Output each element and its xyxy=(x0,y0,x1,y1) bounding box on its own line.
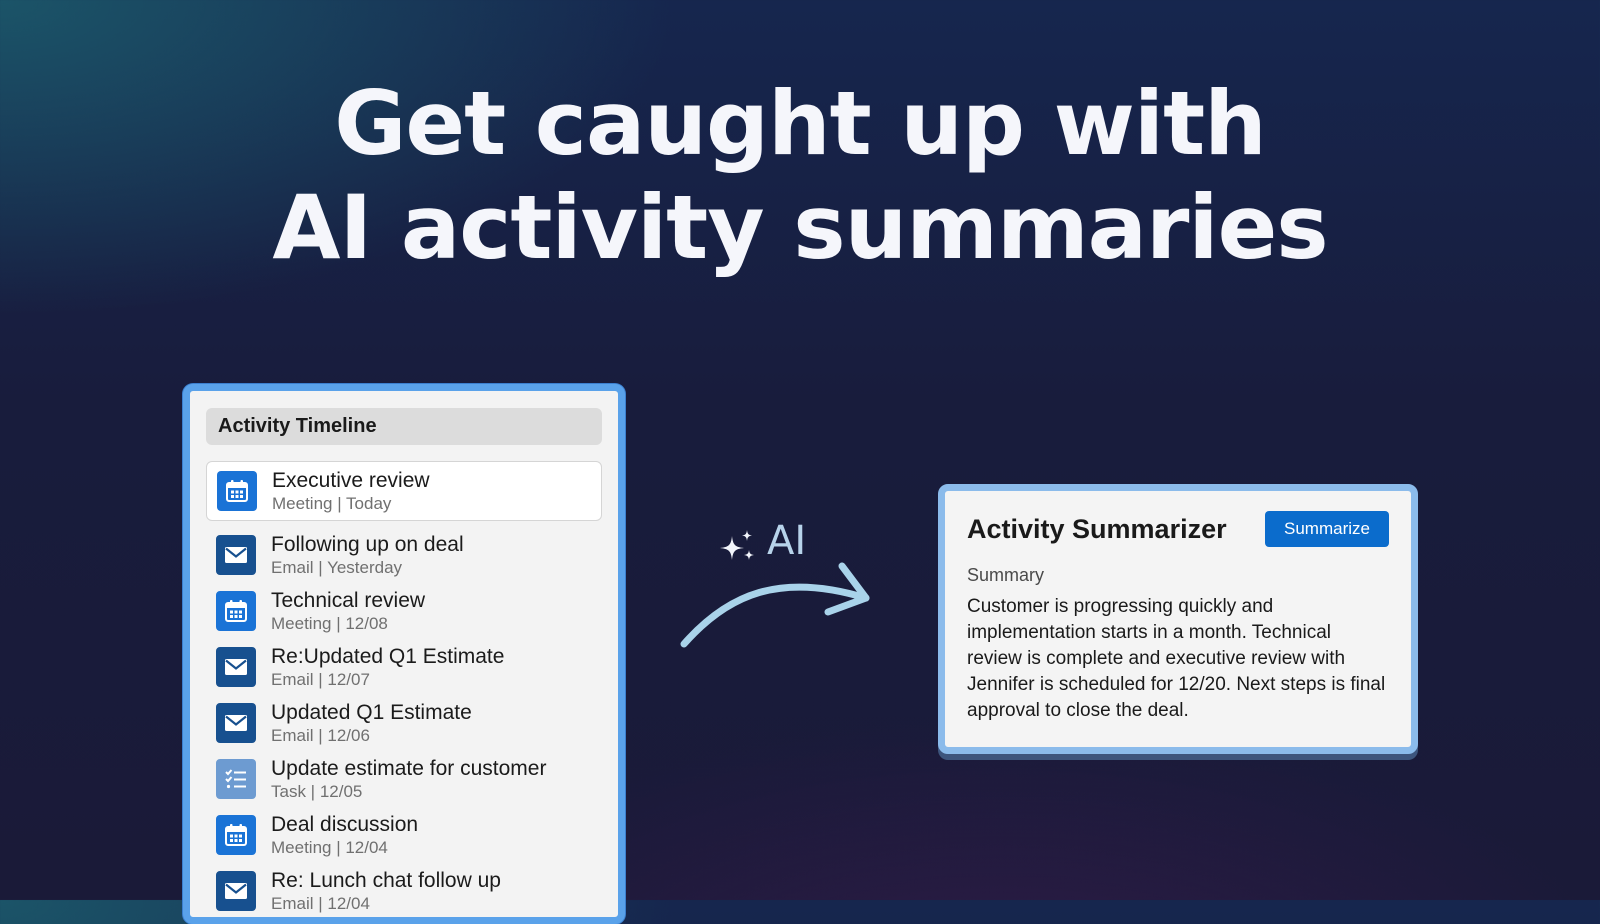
headline xyxy=(0,72,1600,280)
email-icon xyxy=(216,703,256,743)
timeline-list xyxy=(206,461,602,919)
activity-summarizer-card xyxy=(938,484,1418,754)
timeline-item-subtitle: Meeting | Today xyxy=(272,493,392,513)
timeline-header xyxy=(206,408,602,445)
summarizer-title: Activity Summarizer xyxy=(967,513,1227,544)
timeline-title: Activity Timeline xyxy=(218,415,377,437)
summary-text: Customer is progressing quickly and implementation starts in a month. Technical review is complete and executive review with Jennifer is scheduled for 12/20. Next steps is final approval to close the deal. xyxy=(967,596,1386,721)
email-icon xyxy=(216,647,256,687)
calendar-icon xyxy=(216,591,256,631)
timeline-item[interactable] xyxy=(206,695,602,751)
headline-line-2: AI activity summaries xyxy=(272,176,1328,279)
timeline-item[interactable] xyxy=(206,639,602,695)
timeline-item[interactable] xyxy=(206,751,602,807)
calendar-icon xyxy=(217,471,257,511)
timeline-item[interactable] xyxy=(206,461,602,521)
summarizer-header xyxy=(967,511,1389,547)
timeline-item-title: Technical review xyxy=(271,588,426,612)
activity-timeline-card xyxy=(183,384,625,924)
timeline-item-title: Deal discussion xyxy=(271,812,419,836)
summarize-button[interactable]: Summarize xyxy=(1265,511,1389,547)
timeline-item[interactable] xyxy=(206,583,602,639)
timeline-item-subtitle: Email | Yesterday xyxy=(271,557,403,577)
timeline-item-subtitle: Email | 12/04 xyxy=(271,893,370,913)
email-icon xyxy=(216,535,256,575)
timeline-item-title: Executive review xyxy=(272,468,430,492)
timeline-item-subtitle: Email | 12/07 xyxy=(271,669,370,689)
summary-label: Summary xyxy=(967,565,1045,585)
timeline-item-title: Update estimate for customer xyxy=(271,756,547,780)
timeline-item-title: Re:Updated Q1 Estimate xyxy=(271,644,505,668)
timeline-item-title: Re: Lunch chat follow up xyxy=(271,868,501,892)
calendar-icon xyxy=(216,815,256,855)
timeline-item-title: Updated Q1 Estimate xyxy=(271,700,472,724)
timeline-item-subtitle: Task | 12/05 xyxy=(271,781,363,801)
arrow-icon xyxy=(680,560,890,650)
email-icon xyxy=(216,871,256,911)
task-icon xyxy=(216,759,256,799)
timeline-item-subtitle: Meeting | 12/04 xyxy=(271,837,388,857)
timeline-item[interactable] xyxy=(206,527,602,583)
timeline-item-subtitle: Email | 12/06 xyxy=(271,725,370,745)
timeline-item[interactable] xyxy=(206,807,602,863)
timeline-item-title: Following up on deal xyxy=(271,532,464,556)
timeline-item-subtitle: Meeting | 12/08 xyxy=(271,613,388,633)
ai-label: AI xyxy=(767,518,807,564)
timeline-item[interactable] xyxy=(206,863,602,919)
headline-line-1: Get caught up with xyxy=(334,72,1266,175)
